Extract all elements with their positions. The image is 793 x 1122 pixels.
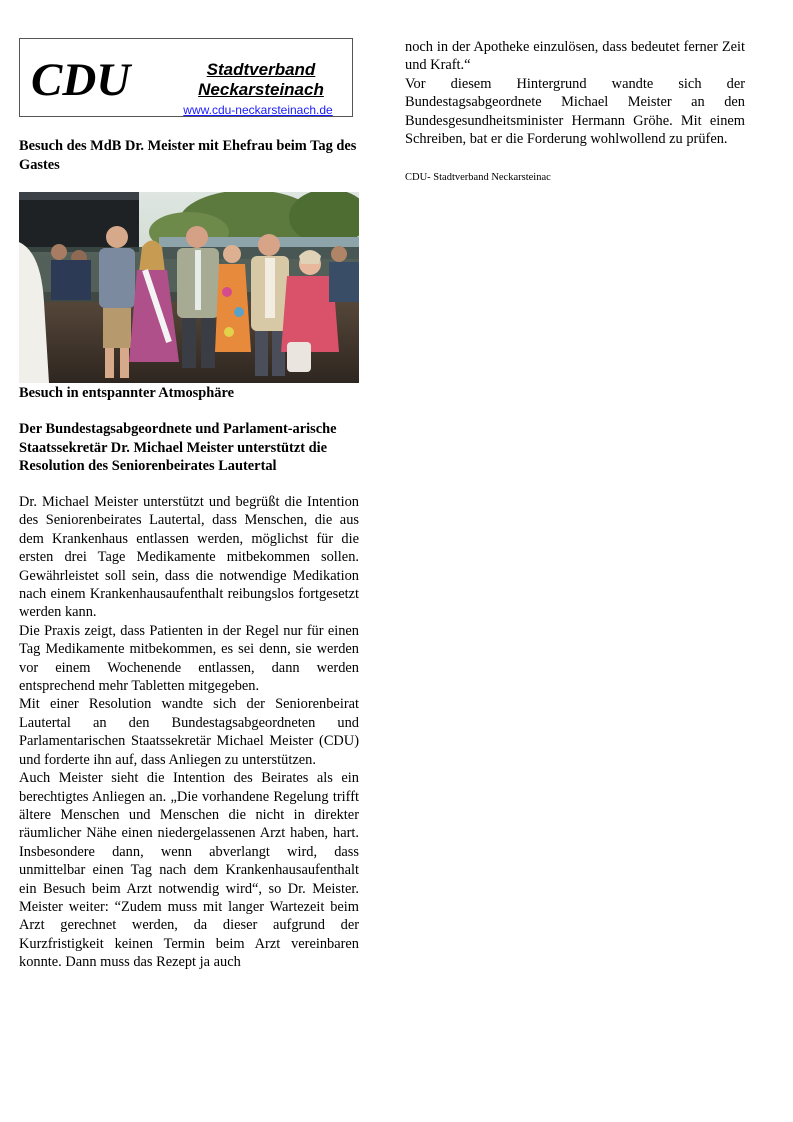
article-body (19, 493, 359, 972)
article-subheadline: Der Bundestagsabgeordnete und Parlament-arische Staatssekretär Dr. Michael Meister unterstützt die Resolution des Seniorenbeirates Lautertal (19, 421, 337, 474)
article-continuation (405, 38, 745, 148)
photo-caption: Besuch in entspannter Atmosphäre (19, 385, 234, 401)
paragraph: Die Praxis zeigt, dass Patienten in der Regel nur für einen Tag Medikamente mitbekommen, es sei denn, sie werden vor einem Wochenende entlassen, dann werden entsprechend mehr Tabletten mitgegeben. (19, 622, 359, 695)
paragraph: Vor diesem Hintergrund wandte sich der Bundestagsabgeordnete Michael Meister an den Bundesgesundheitsminister Hermann Gröhe. Mit einem Schreiben, bat er die Forderung wohlwollend zu prüfen. (405, 75, 745, 148)
website-link[interactable]: www.cdu-neckarsteinach.de (183, 103, 333, 117)
paragraph: Mit einer Resolution wandte sich der Seniorenbeirat Lautertal an den Bundestagsabgeordneten und Parlamentarischen Staatssekretär Michael Meister (CDU) und forderte ihn auf, dass Anliegen zu unterstützen. (19, 696, 359, 768)
cdu-logo: CDU (31, 54, 131, 106)
paragraph: Auch Meister sieht die Intention des Beirates als ein berechtigtes Anliegen an. „Die vorhandene Regelung trifft ältere Menschen und Menschen die nicht in direkter räumlicher Nähe einen niedergelassenen Arzt haben, hart. Insbesondere dann, wenn abverlangt wird, dass unmittelbar einen Tag nach dem Krankenhausaufenthalt ein Besuch beim Arzt notwendig wird“, so Dr. Meister. Meister weiter: “Zudem muss mit langer Wartezeit beim Arzt gerechnet werden, da dieser aufgrund der Kurzfristigkeit keinen Termin beim Arzt vereinbaren konnte. Dann muss das Rezept ja auch (19, 770, 359, 971)
header-box (19, 38, 353, 117)
paragraph: Dr. Michael Meister unterstützt und begrüßt die Intention des Seniorenbeirates Lautertal, dass Menschen, die aus dem Krankenhaus entlassen werden, möglichst für die ersten drei Tage Medikamente mitbekommen sollen. Gewährleistet soll sein, dass die notwendige Medikation nach einem Krankenhausaufenthalt reibungslos fortgesetzt werden kann. (19, 494, 359, 621)
author-credit: CDU- Stadtverband Neckarsteinac (405, 172, 551, 183)
stadtverband-title (176, 60, 346, 100)
title-line-2: Neckarsteinach (198, 80, 324, 99)
event-photo (19, 192, 359, 383)
article-headline: Besuch des MdB Dr. Meister mit Ehefrau beim Tag des Gastes (19, 138, 357, 173)
paragraph: noch in der Apotheke einzulösen, dass bedeutet ferner Zeit und Kraft.“ (405, 39, 745, 74)
title-line-1: Stadtverband (206, 60, 316, 79)
